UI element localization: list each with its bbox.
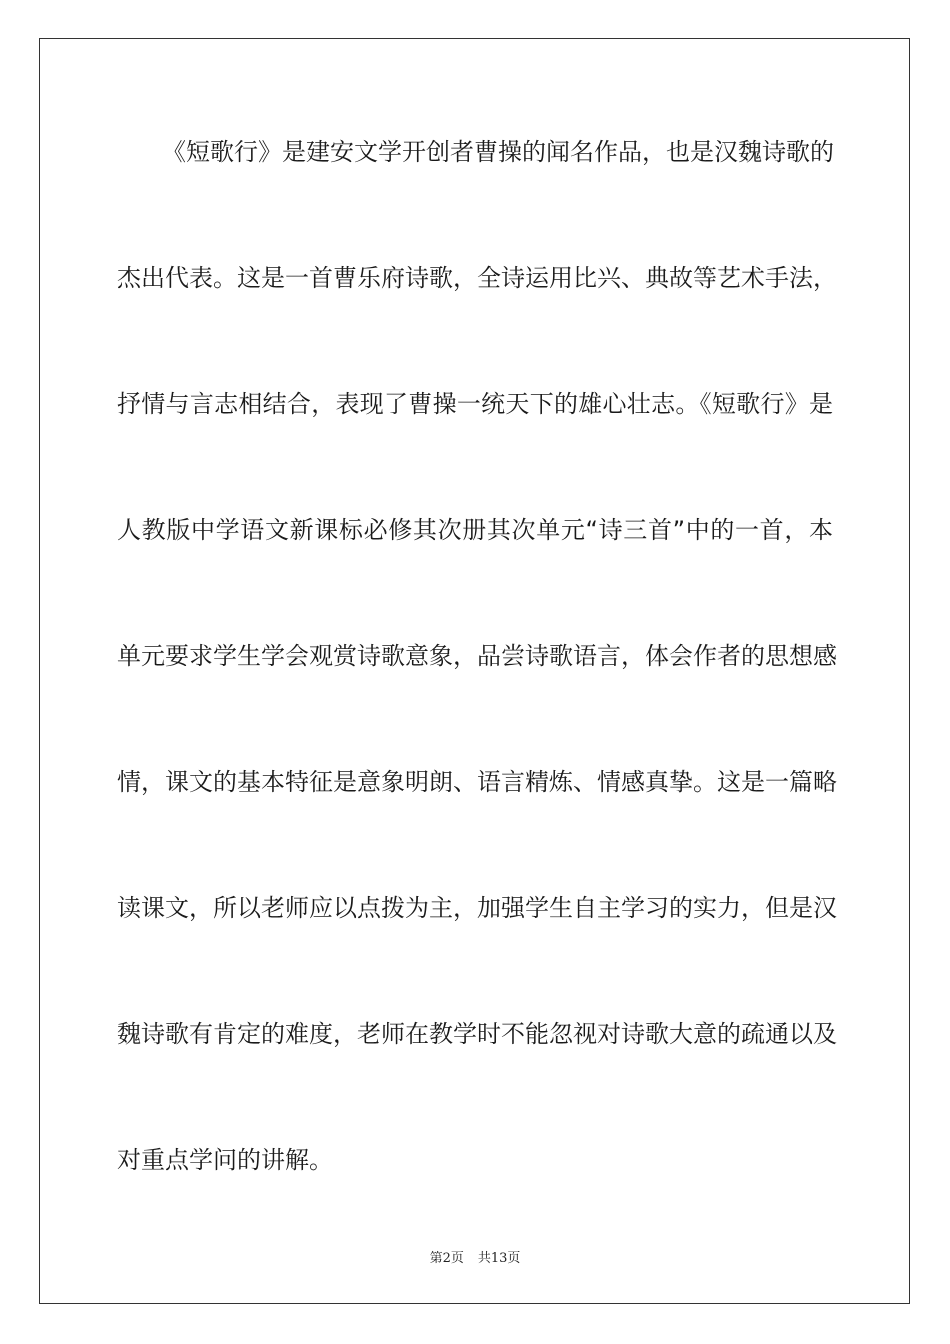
paragraph-line-1: 《短歌行》是建安文学开创者曹操的闻名作品，也是汉魏诗歌的 (162, 138, 834, 166)
paragraph-line-3: 抒情与言志相结合，表现了曹操一统天下的雄心壮志。《短歌行》是 (117, 390, 833, 418)
page-number: 第2页 (429, 1251, 464, 1266)
body-paragraph (117, 122, 837, 1256)
paragraph-line-7: 读课文，所以老师应以点拨为主，加强学生自主学习的实力，但是汉 (117, 894, 837, 922)
paragraph-line-4: 人教版中学语文新课标必修其次册其次单元“诗三首”中的一首，本 (117, 516, 833, 544)
paragraph-line-9: 对重点学问的讲解。 (117, 1146, 333, 1174)
paragraph-line-5: 单元要求学生学会观赏诗歌意象，品尝诗歌语言，体会作者的思想感 (117, 642, 837, 670)
paragraph-line-2: 杰出代表。这是一首曹乐府诗歌，全诗运用比兴、典故等艺术手法， (117, 264, 837, 292)
page-total: 共13页 (477, 1251, 521, 1266)
page-footer (0, 1247, 950, 1266)
paragraph-line-6: 情，课文的基本特征是意象明朗、语言精炼、情感真挚。这是一篇略 (117, 768, 837, 796)
paragraph-line-8: 魏诗歌有肯定的难度，老师在教学时不能忽视对诗歌大意的疏通以及 (117, 1020, 837, 1048)
